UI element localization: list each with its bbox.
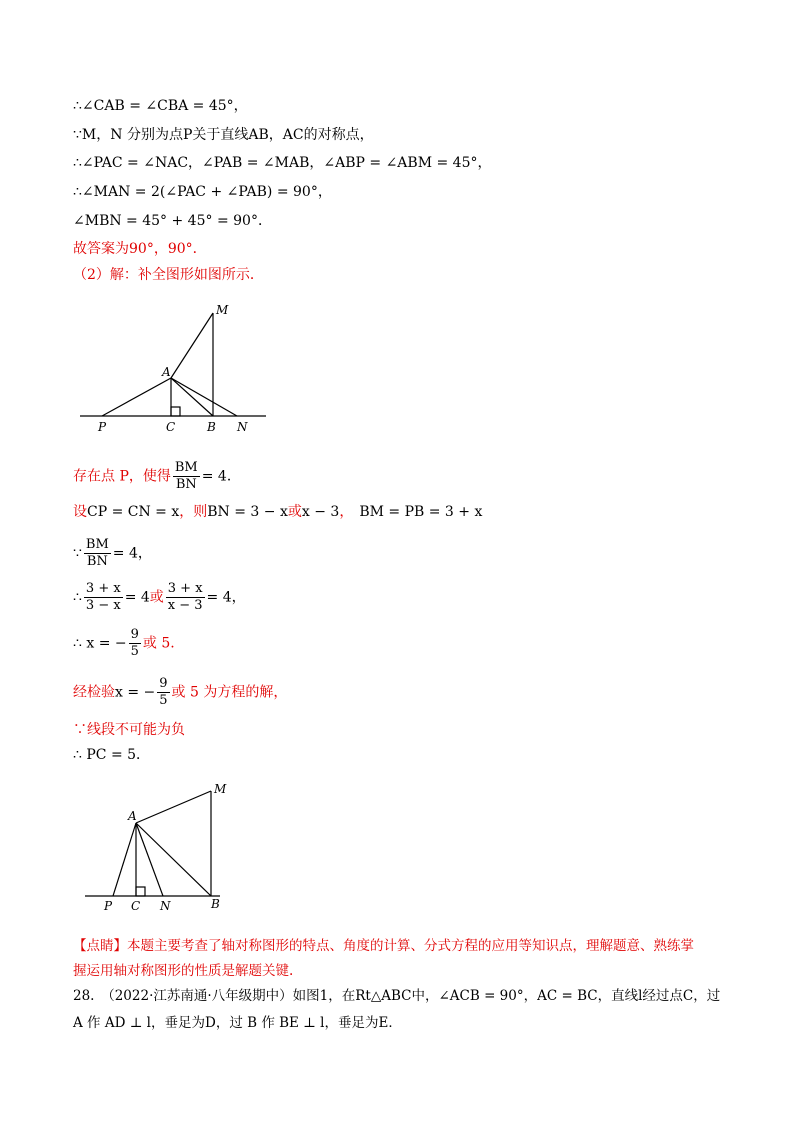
q28-line-1: 28. （2022·江苏南通·八年级期中）如图1，在Rt△ABC中，∠ACB = 90°，AC = BC，直线l经过点C，过 [73, 988, 721, 1004]
exist-fraction: $\frac{BM}{BN}$ [174, 460, 198, 492]
label-A: A [128, 809, 137, 823]
negative-note: ∵线段不可能为负 [73, 722, 185, 738]
figure-2 [80, 780, 250, 915]
label-N: N [237, 420, 248, 434]
check-line: 经检验x = − $\frac{9}{5}$ 或 5 为方程的解， [73, 676, 288, 708]
because-fraction: $\frac{BM}{BN}$ [85, 537, 109, 569]
q28-line-2: A 作 AD ⊥ l，垂足为D，过 B 作 BE ⊥ l，垂足为E． [73, 1015, 402, 1031]
proof-line-4: ∴∠MAN = 2(∠PAC + ∠PAB) = 90°， [73, 184, 332, 200]
exist-line [73, 460, 241, 493]
label-B: B [211, 897, 220, 911]
answer-line: 故答案为90°，90°． [73, 241, 207, 257]
proof-line-2: ∵M，N 分别为点P关于直线AB，AC的对称点， [73, 127, 374, 143]
eq2-fraction: $\frac{3 + x}{x - 3}$ [167, 581, 203, 613]
label-B: B [207, 420, 216, 434]
part2-heading: （2）解：补全图形如图所示． [73, 267, 264, 283]
exist-suffix: = 4． [201, 468, 241, 485]
proof-line-3: ∴∠PAC = ∠NAC，∠PAB = ∠MAB，∠ABP = ∠ABM = 45°， [73, 155, 492, 171]
set-line: 设CP = CN = x，则BN = 3 − x或x − 3， BM = PB = 3 + x [73, 504, 483, 520]
proof-line-5: ∠MBN = 45° + 45° = 90°． [73, 213, 272, 229]
note-tag: 【点睛】 [73, 938, 127, 954]
because-line: ∵ $\frac{BM}{BN}$ = 4， [73, 537, 152, 569]
label-M: M [216, 303, 229, 317]
sol-fraction: $\frac{9}{5}$ [130, 627, 139, 659]
label-P: P [98, 420, 107, 434]
equation-line: ∴ $\frac{3 + x}{3 - x}$ = 4或 $\frac{3 + x}{x - 3}$ = 4， [73, 581, 246, 613]
note-line-2: 握运用轴对称图形的性质是解题关键. [73, 963, 294, 979]
note-line-1: 【点睛】本题主要考查了轴对称图形的特点、角度的计算、分式方程的应用等知识点，理解题意、熟练掌 [73, 938, 694, 954]
exist-prefix: 存在点 P，使得 [73, 468, 171, 485]
solution-line: ∴ x = − $\frac{9}{5}$ 或 5. [73, 627, 175, 659]
eq1-fraction: $\frac{3 + x}{3 - x}$ [85, 581, 121, 613]
label-P: P [104, 899, 113, 913]
result-line: ∴ PC = 5． [73, 747, 151, 763]
label-A: A [162, 365, 171, 379]
label-M: M [214, 782, 227, 796]
proof-line-1: ∴∠CAB = ∠CBA = 45°， [73, 98, 248, 114]
figure-1 [80, 300, 280, 440]
label-C: C [131, 899, 141, 913]
label-C: C [166, 420, 176, 434]
check-fraction: $\frac{9}{5}$ [159, 676, 168, 708]
label-N: N [160, 899, 171, 913]
